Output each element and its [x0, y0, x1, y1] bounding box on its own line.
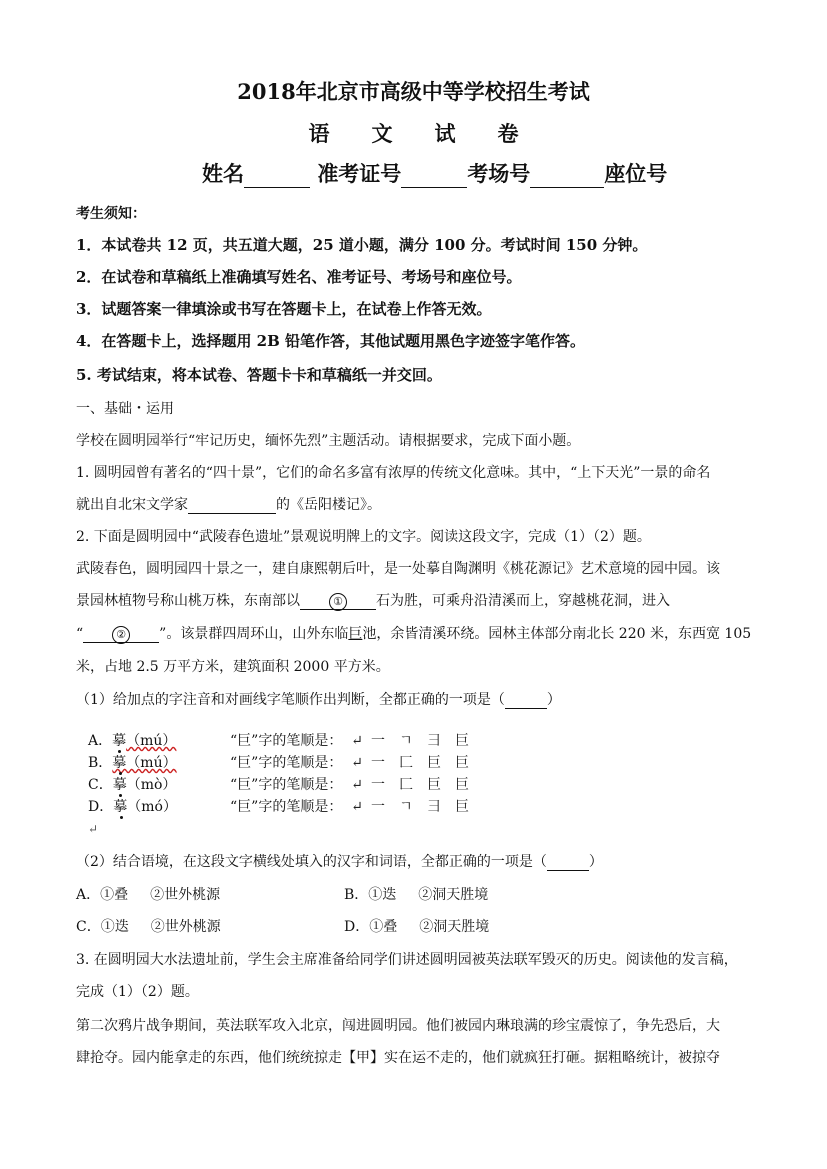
- choice-letter: D．: [88, 799, 114, 815]
- stroke-step: 巨: [455, 733, 469, 749]
- name-blank[interactable]: [244, 171, 310, 188]
- open-quote: “: [76, 626, 84, 642]
- sub-question-2: [76, 851, 603, 871]
- ticket-blank[interactable]: [401, 171, 467, 188]
- option-part-a: ①叠: [100, 887, 129, 903]
- passage-line3: [76, 623, 751, 643]
- passage-line3-part2: 池，余皆清溪环绕。园林主体部分南北长 220 米，东西宽 105: [362, 626, 752, 642]
- return-mark-line: ↵: [88, 822, 99, 836]
- choice-letter: B．: [88, 755, 113, 771]
- stroke-step: 一: [371, 799, 385, 815]
- sub1-text: （1）给加点的字注音和对画线字笔顺作出判断，全都正确的一项是（: [76, 692, 505, 708]
- exam-title: 2018年北京市高级中等学校招生考试: [237, 79, 590, 104]
- speech-line1: 第二次鸦片战争期间，英法联军攻入北京，闯进圆明园。他们被园内琳琅满的珍宝震惊了，争先恐后，大: [76, 1018, 720, 1034]
- option2-a[interactable]: [76, 884, 220, 904]
- passage-line3-part1: ”。该景群四周环山，山外东临: [159, 626, 349, 642]
- pinyin: （mó）: [127, 799, 177, 815]
- choice-a[interactable]: [88, 730, 469, 750]
- stroke-step: 一: [371, 733, 385, 749]
- option-part-a: ①叠: [369, 919, 398, 935]
- stroke-step: 一: [371, 755, 385, 771]
- option-part-b: ②洞天胜境: [419, 919, 490, 935]
- return-mark: ↵: [351, 777, 363, 793]
- stroke-step: 巨: [455, 755, 469, 771]
- circle-number-1: ①: [329, 593, 347, 611]
- room-label: 考场号: [467, 161, 531, 186]
- choice-c[interactable]: [88, 774, 469, 794]
- sub2-text: （2）结合语境，在这段文字横线处填入的汉字和词语，全都正确的一项是（: [76, 854, 547, 870]
- passage-line2: [76, 590, 670, 610]
- option2-c[interactable]: [76, 916, 221, 936]
- choice-letter: A．: [88, 733, 113, 749]
- section-intro: 学校在圆明园举行“牢记历史，缅怀先烈”主题活动。请根据要求，完成下面小题。: [76, 433, 581, 449]
- stroke-step: 匚: [399, 755, 413, 771]
- stroke-step: 巨: [455, 777, 469, 793]
- stroke-label: “巨”字的笔顺是：: [230, 755, 343, 771]
- section-heading: 一、基础・运用: [76, 401, 174, 417]
- q3-text-line1: 3. 在圆明园大水法遗址前，学生会主席准备给同学们讲述圆明园被英法联军毁灭的历史。阅读他的发言稿，: [76, 952, 738, 968]
- return-mark: ↵: [351, 755, 363, 771]
- option-letter: B．: [344, 887, 369, 903]
- speech-line2: 肆抢夺。园内能拿走的东西，他们统统掠走【甲】实在运不走的，他们就疯狂打砸。据粗略统计，被掠夺: [76, 1050, 720, 1066]
- seat-label: 座位号: [604, 161, 668, 186]
- blank-1[interactable]: [300, 593, 376, 610]
- ticket-label: 准考证号: [317, 161, 402, 186]
- q1-prefix: 就出自北宋文学家: [76, 497, 188, 513]
- sub2-close: ）: [588, 854, 603, 870]
- pinyin: （mú）: [126, 755, 177, 771]
- option-letter: A．: [76, 887, 101, 903]
- q1-text-line2: [76, 494, 381, 514]
- stroke-step: ㄱ: [399, 733, 413, 749]
- room-blank[interactable]: [530, 171, 604, 188]
- blank-2[interactable]: [83, 626, 159, 643]
- stroke-step: 巨: [427, 755, 441, 771]
- choice-letter: C．: [88, 777, 113, 793]
- notice-item-1: 1．本试卷共 12 页，共五道大题，25 道小题，满分 100 分。考试时间 150 分钟。: [76, 236, 648, 254]
- underlined-ju: 巨: [348, 626, 363, 642]
- circle-number-2: ②: [112, 626, 130, 644]
- notice-item-4: 4．在答题卡上，选择题用 2B 铅笔作答，其他试题用黑色字迹签字笔作答。: [76, 332, 585, 350]
- stroke-step: 巨: [427, 777, 441, 793]
- stroke-step: 巨: [455, 799, 469, 815]
- stroke-step: 一: [371, 777, 385, 793]
- q1-text-line1: 1. 圆明园曾有著名的“四十景”，它们的命名多富有浓厚的传统文化意味。其中，“上下天光”一景的命名: [76, 465, 711, 481]
- exam-subtitle: 语 文 试 卷: [308, 121, 519, 146]
- passage-line2-prefix: 景园林植物号称山桃万株，东南部以: [76, 593, 300, 609]
- notice-item-3: 3．试题答案一律填涂或书写在答题卡上，在试卷上作答无效。: [76, 300, 492, 318]
- dotted-char: 摹: [113, 774, 127, 794]
- return-mark: ↵: [351, 799, 363, 815]
- option-part-b: ②世外桃源: [150, 919, 221, 935]
- q1-answer-blank[interactable]: [188, 497, 276, 514]
- sub1-close: ）: [546, 692, 561, 708]
- dotted-char: 摹: [113, 796, 127, 816]
- sub-question-1: [76, 689, 561, 709]
- choice-b[interactable]: [88, 752, 469, 772]
- passage-line4: 米，占地 2.5 万平方米，建筑面积 2000 平方米。: [76, 659, 390, 675]
- notice-heading: 考生须知：: [76, 206, 146, 222]
- option2-d[interactable]: [344, 916, 489, 936]
- sub2-answer-blank[interactable]: [547, 854, 589, 871]
- option-part-a: ①迭: [100, 919, 129, 935]
- option2-b[interactable]: [344, 884, 488, 904]
- q3-text-line2: 完成（1）（2）题。: [76, 984, 199, 1000]
- sub1-answer-blank[interactable]: [505, 692, 547, 709]
- candidate-info-row: [202, 158, 667, 188]
- stroke-label: “巨”字的笔顺是：: [230, 733, 343, 749]
- passage-line1: 武陵春色，圆明园四十景之一，建自康熙朝后叶，是一处摹自陶渊明《桃花源记》艺术意境的园中园。该: [76, 561, 720, 577]
- return-mark: ↵: [351, 733, 363, 749]
- stroke-step: 彐: [427, 733, 441, 749]
- stroke-label: “巨”字的笔顺是：: [230, 777, 343, 793]
- notice-item-5: 5. 考试结束，将本试卷、答题卡卡和草稿纸一并交回。: [76, 366, 442, 384]
- passage-line2-suffix: 石为胜，可乘舟沿清溪而上，穿越桃花洞，进入: [376, 593, 670, 609]
- name-label: 姓名: [202, 161, 244, 186]
- dotted-char: 摹: [112, 752, 126, 772]
- dotted-char: 摹: [112, 730, 126, 750]
- stroke-step: 匚: [399, 777, 413, 793]
- option-letter: D．: [344, 919, 370, 935]
- pinyin: （mò）: [126, 777, 177, 793]
- option-part-b: ②洞天胜境: [418, 887, 489, 903]
- q1-suffix: 的《岳阳楼记》。: [276, 497, 381, 513]
- stroke-step: ㄱ: [399, 799, 413, 815]
- option-letter: C．: [76, 919, 101, 935]
- option-part-a: ①迭: [368, 887, 397, 903]
- q2-text: 2. 下面是圆明园中“武陵春色遗址”景观说明牌上的文字。阅读这段文字，完成（1）（2）题。: [76, 529, 651, 545]
- pinyin: （mú）: [126, 733, 177, 749]
- stroke-step: 彐: [427, 799, 441, 815]
- option-part-b: ②世外桃源: [150, 887, 221, 903]
- notice-item-2: 2．在试卷和草稿纸上准确填写姓名、准考证号、考场号和座位号。: [76, 268, 522, 286]
- choice-d[interactable]: [88, 796, 469, 816]
- stroke-label: “巨”字的笔顺是：: [230, 799, 343, 815]
